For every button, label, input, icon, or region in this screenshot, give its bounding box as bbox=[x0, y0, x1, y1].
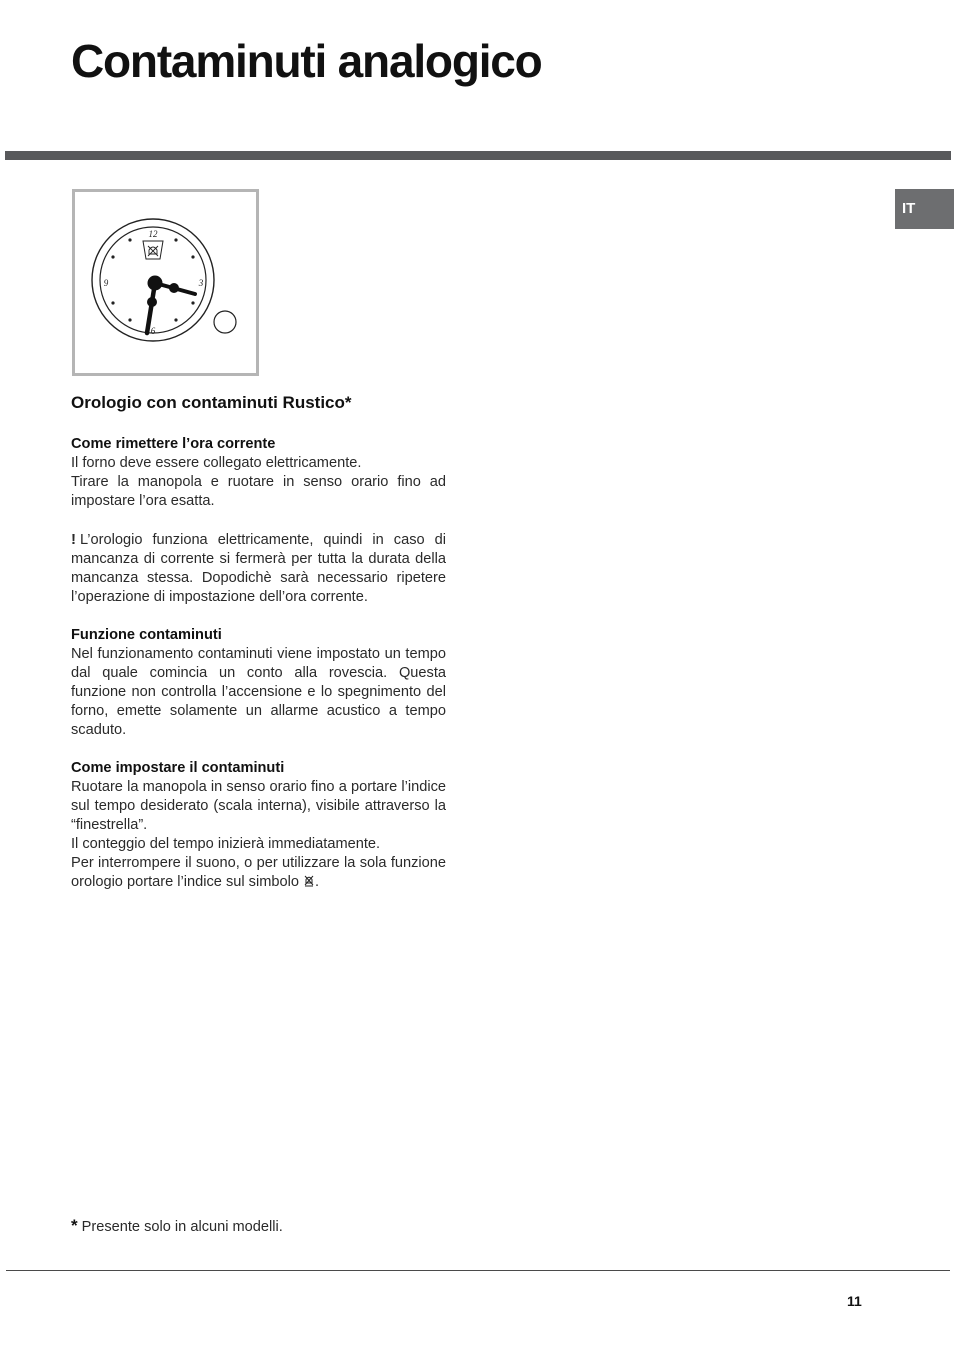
clock-diagram bbox=[75, 192, 256, 373]
paragraph: Il conteggio del tempo inizierà immediatamente. bbox=[71, 836, 381, 852]
footer-divider bbox=[6, 1270, 950, 1271]
warning-text: L’orologio funziona elettricamente, quindi in caso di mancanza di corrente si fermerà per tutta la durata della mancanza stessa. Dopodichè sarà necessario ripetere l’operazione di impostazione dell’ora corrente. bbox=[71, 532, 446, 605]
dial-number-12: 12 bbox=[148, 229, 158, 239]
hub-secondary bbox=[169, 283, 179, 293]
clock-center-hub bbox=[148, 276, 163, 291]
main-content bbox=[71, 392, 446, 912]
footnote-text: Presente solo in alcuni modelli. bbox=[81, 1219, 283, 1235]
hub-lower bbox=[147, 297, 157, 307]
paragraph-line: Tirare la manopola e ruotare in senso orario fino ad impostare l’ora esatta. bbox=[71, 474, 446, 509]
footnote bbox=[71, 1216, 283, 1236]
section-heading: Come rimettere l’ora corrente bbox=[71, 436, 276, 452]
paragraph-text-end: . bbox=[315, 874, 320, 890]
language-tab: IT bbox=[895, 189, 954, 229]
knob-indicator bbox=[214, 311, 236, 333]
warning-icon: ! bbox=[71, 531, 76, 548]
page-title: Contaminuti analogico bbox=[71, 35, 542, 87]
footnote-mark: * bbox=[71, 1216, 78, 1235]
section-set-time bbox=[71, 435, 446, 511]
warning-note bbox=[71, 530, 446, 607]
paragraph: Nel funzionamento contaminuti viene impostato un tempo dal quale comincia un conto alla rovescia. Questa funzione non controlla l’accensione e lo spegnimento del forno, emette solamente un allarme acustico a tempo scaduto. bbox=[71, 646, 446, 738]
page-number: 11 bbox=[847, 1293, 862, 1309]
section-subtitle: Orologio con contaminuti Rustico* bbox=[71, 393, 352, 412]
paragraph-line: Il forno deve essere collegato elettricamente. bbox=[71, 455, 362, 471]
section-heading: Funzione contaminuti bbox=[71, 627, 222, 643]
header-divider bbox=[5, 151, 951, 160]
timer-window bbox=[143, 241, 163, 259]
bell-off-icon bbox=[303, 874, 315, 893]
paragraph: Ruotare la manopola in senso orario fino a portare l’indice sul tempo desiderato (scala interna), visibile attraverso la “finestrella”. bbox=[71, 779, 446, 833]
section-timer-function bbox=[71, 626, 446, 740]
section-set-timer bbox=[71, 759, 446, 893]
section-heading: Come impostare il contaminuti bbox=[71, 760, 285, 776]
dial-number-6: 6 bbox=[150, 326, 156, 336]
clock-illustration bbox=[72, 189, 259, 376]
dial-number-9: 9 bbox=[103, 278, 109, 288]
paragraph-with-symbol bbox=[71, 854, 446, 893]
dial-number-3: 3 bbox=[198, 278, 204, 288]
paragraph-text: Per interrompere il suono, o per utilizzare la sola funzione orologio portare l’indice sul simbolo bbox=[71, 855, 446, 890]
